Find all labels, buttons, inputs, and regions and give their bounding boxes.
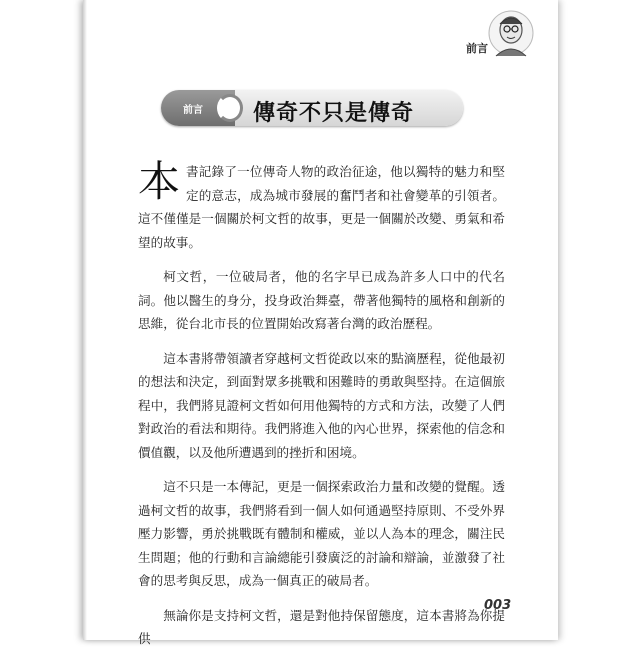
- paragraph: 柯文哲，一位破局者，他的名字早已成為許多人口中的代名詞。他以醫生的身分，投身政治舞臺，帶著他獨特的風格和創新的思維，從台北市長的位置開始改寫著台灣的政治歷程。: [138, 269, 505, 331]
- book-page: [83, 0, 558, 646]
- chapter-title-bar: [161, 90, 463, 126]
- paragraph: [138, 157, 505, 254]
- portrait-illustration: [488, 8, 534, 58]
- paragraph: 無論你是支持柯文哲，還是對他持保留態度，這本書將為你提供: [138, 607, 505, 646]
- body-text: [138, 157, 505, 662]
- paragraph-text: 書記錄了一位傳奇人物的政治征途，他以獨特的魅力和堅定的意志，成為城市發展的奮鬥者和社會變革的引領者。這不僅僅是一個關於柯文哲的故事，更是一個關於改變、勇氣和希望的故事。: [138, 164, 505, 250]
- drop-cap: 本: [138, 157, 181, 206]
- chapter-badge-label: 前言: [183, 105, 203, 116]
- paragraph: 這本書將帶領讀者穿越柯文哲從政以來的點滴歷程，從他最初的想法和決定，到面對眾多挑戰和困難時的勇敢與堅持。在這個旅程中，我們將見證柯文哲如何用他獨特的方式和方法，改變了人們對政治的看法和期待。我們將進入他的內心世界，探索他的信念和價值觀，以及他所遭遇到的挫折和困境。: [138, 350, 505, 460]
- paragraph: 這不只是一本傳記，更是一個探索政治力量和改變的覺醒。透過柯文哲的故事，我們將看到一個人如何通過堅持原則、不受外界壓力影響，勇於挑戰既有體制和權威，並以人為本的理念，關注民生問題；他的行動和言論總能引發廣泛的討論和辯論，並激發了社會的思考與反思，成為一個真正的破局者。: [138, 479, 505, 588]
- running-header: 前言: [466, 42, 488, 55]
- page-number: 003: [484, 598, 512, 613]
- swirl-ornament-icon: [217, 94, 243, 122]
- chapter-title: 傳奇不只是傳奇: [253, 100, 415, 126]
